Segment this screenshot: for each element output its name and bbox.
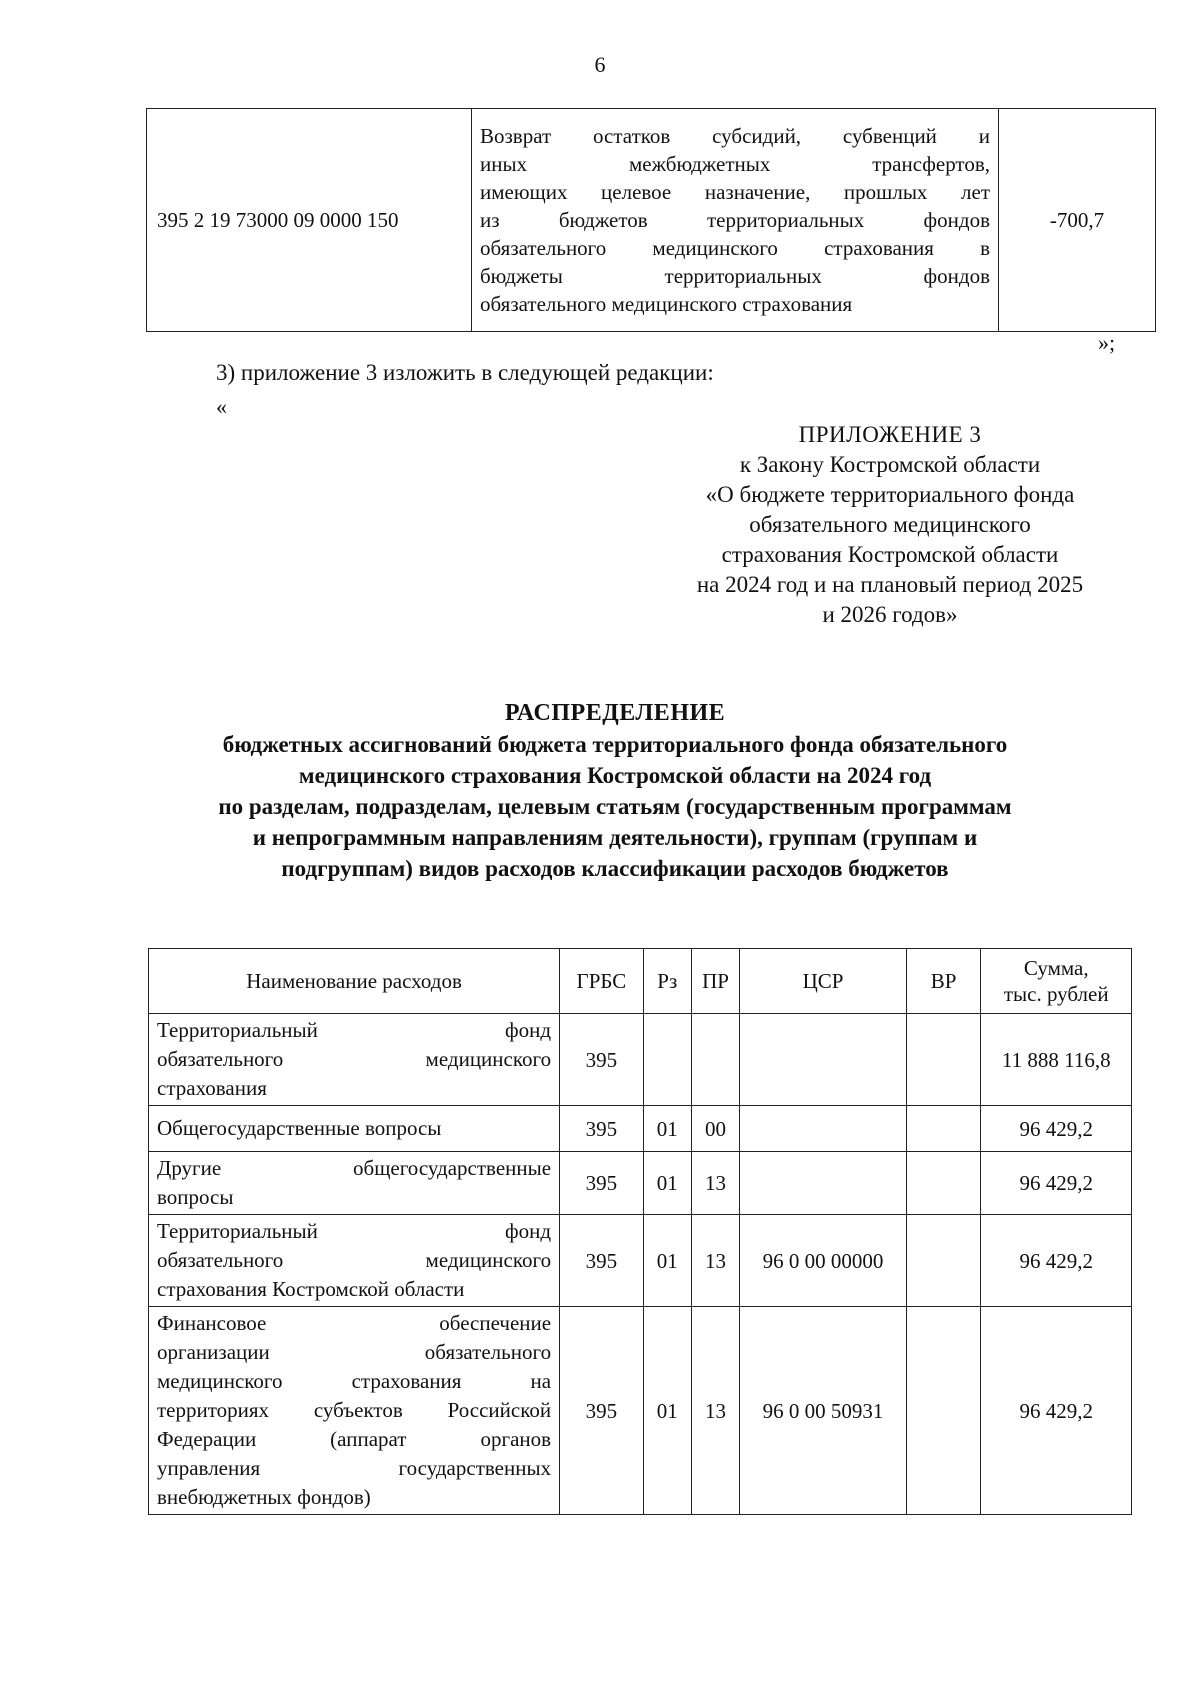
appendix-line: к Закону Костромской области bbox=[739, 452, 1041, 477]
rz-cell: 01 bbox=[643, 1307, 691, 1515]
name-line: внебюджетных фондов) bbox=[157, 1485, 371, 1509]
heading-line: подгруппам) видов расходов классификации расходов бюджетов bbox=[281, 856, 949, 881]
grbs-cell: 395 bbox=[560, 1152, 644, 1215]
grbs-cell: 395 bbox=[560, 1307, 644, 1515]
rz-cell: 01 bbox=[643, 1106, 691, 1152]
name-line: бюджеты территориальных фондов bbox=[480, 264, 990, 288]
table-row bbox=[147, 109, 1156, 332]
heading-line: по разделам, подразделам, целевым статьям (государственным программам bbox=[218, 794, 1012, 819]
sum-cell: 96 429,2 bbox=[981, 1152, 1132, 1215]
header-sum-line: тыс. рублей bbox=[1003, 982, 1109, 1006]
name-line: страхования Костромской области bbox=[157, 1277, 465, 1301]
pr-cell: 13 bbox=[691, 1215, 739, 1307]
name-line: Финансовое обеспечение bbox=[157, 1311, 552, 1335]
rz-cell: 01 bbox=[643, 1215, 691, 1307]
csr-cell bbox=[740, 1014, 906, 1106]
csr-cell bbox=[740, 1106, 906, 1152]
name-line: медицинского страхования на bbox=[157, 1369, 552, 1393]
header-sum bbox=[981, 949, 1132, 1014]
appendix-line: и 2026 годов» bbox=[822, 602, 958, 627]
income-name-cell bbox=[472, 109, 999, 332]
expense-name-cell bbox=[149, 1215, 560, 1307]
name-line: Другие общегосударственные bbox=[157, 1156, 552, 1180]
header-rz: Рз bbox=[643, 949, 691, 1014]
expense-name-cell bbox=[149, 1014, 560, 1106]
amendment-item-3: 3) приложение 3 изложить в следующей редакции: bbox=[216, 360, 714, 385]
appendix-line: «О бюджете территориального фонда bbox=[705, 482, 1075, 507]
pr-cell: 13 bbox=[691, 1307, 739, 1515]
name-line: управления государственных bbox=[157, 1456, 552, 1480]
name-line: обязательного медицинского страхования в bbox=[480, 236, 990, 260]
name-line: обязательного медицинского bbox=[157, 1248, 552, 1272]
sum-cell: 11 888 116,8 bbox=[981, 1014, 1132, 1106]
name-line: Федерации (аппарат органов bbox=[157, 1427, 552, 1451]
expense-name-cell bbox=[149, 1152, 560, 1215]
table-body bbox=[149, 1014, 1132, 1515]
appendix-line: обязательного медицинского bbox=[749, 512, 1031, 537]
csr-cell: 96 0 00 50931 bbox=[740, 1307, 906, 1515]
name-line: из бюджетов территориальных фондов bbox=[480, 208, 990, 232]
name-line: обязательного медицинского bbox=[157, 1047, 552, 1071]
appendix-block bbox=[630, 420, 1150, 630]
name-line: обязательного медицинского страхования bbox=[480, 292, 853, 316]
vr-cell bbox=[906, 1152, 981, 1215]
appendix-title: ПРИЛОЖЕНИЕ 3 bbox=[798, 422, 982, 447]
table-row bbox=[149, 1307, 1132, 1515]
name-line: Территориальный фонд bbox=[157, 1219, 552, 1243]
name-line: Общегосударственные вопросы bbox=[157, 1116, 442, 1140]
grbs-cell: 395 bbox=[560, 1215, 644, 1307]
header-name: Наименование расходов bbox=[149, 949, 560, 1014]
table-row bbox=[149, 1106, 1132, 1152]
vr-cell bbox=[906, 1307, 981, 1515]
expense-name-cell bbox=[149, 1106, 560, 1152]
table-row bbox=[149, 1215, 1132, 1307]
pr-cell bbox=[691, 1014, 739, 1106]
name-line: имеющих целевое назначение, прошлых лет bbox=[480, 180, 990, 204]
heading-line: бюджетных ассигнований бюджета территориального фонда обязательного bbox=[222, 732, 1008, 757]
heading-line: медицинского страхования Костромской области на 2024 год bbox=[298, 763, 932, 788]
header-csr: ЦСР bbox=[740, 949, 906, 1014]
csr-cell bbox=[740, 1152, 906, 1215]
name-line: организации обязательного bbox=[157, 1340, 552, 1364]
sum-cell: 96 429,2 bbox=[981, 1307, 1132, 1515]
sum-cell: 96 429,2 bbox=[981, 1106, 1132, 1152]
table-header-row bbox=[149, 949, 1132, 1014]
name-line: вопросы bbox=[157, 1185, 234, 1209]
name-line: территориях субъектов Российской bbox=[157, 1398, 552, 1422]
income-table bbox=[146, 108, 1156, 332]
name-line: страхования bbox=[157, 1076, 267, 1100]
name-line: иных межбюджетных трансфертов, bbox=[480, 152, 990, 176]
table-row bbox=[149, 1014, 1132, 1106]
page-number: 6 bbox=[594, 52, 606, 77]
vr-cell bbox=[906, 1014, 981, 1106]
pr-cell: 00 bbox=[691, 1106, 739, 1152]
rz-cell: 01 bbox=[643, 1152, 691, 1215]
csr-cell: 96 0 00 00000 bbox=[740, 1215, 906, 1307]
sum-cell: -700,7 bbox=[999, 109, 1156, 332]
vr-cell bbox=[906, 1215, 981, 1307]
table-row bbox=[149, 1152, 1132, 1215]
vr-cell bbox=[906, 1106, 981, 1152]
name-line: Территориальный фонд bbox=[157, 1018, 552, 1042]
expense-name-cell bbox=[149, 1307, 560, 1515]
header-pr: ПР bbox=[691, 949, 739, 1014]
header-vr: ВР bbox=[906, 949, 981, 1014]
header-sum-line: Сумма, bbox=[1023, 956, 1089, 980]
pr-cell: 13 bbox=[691, 1152, 739, 1215]
rz-cell bbox=[643, 1014, 691, 1106]
closing-quote: »; bbox=[1098, 330, 1116, 355]
appendix-line: на 2024 год и на плановый период 2025 bbox=[696, 572, 1084, 597]
grbs-cell: 395 bbox=[560, 1014, 644, 1106]
budget-code-cell: 395 2 19 73000 09 0000 150 bbox=[147, 109, 472, 332]
appendix-line: страхования Костромской области bbox=[721, 542, 1059, 567]
heading-title: РАСПРЕДЕЛЕНИЕ bbox=[504, 700, 726, 726]
header-grbs: ГРБС bbox=[560, 949, 644, 1014]
opening-quote: « bbox=[216, 394, 227, 419]
name-line: Возврат остатков субсидий, субвенций и bbox=[480, 124, 990, 148]
grbs-cell: 395 bbox=[560, 1106, 644, 1152]
allocation-table bbox=[148, 948, 1132, 1515]
sum-cell: 96 429,2 bbox=[981, 1215, 1132, 1307]
heading-line: и непрограммным направлениям деятельности), группам (группам и bbox=[252, 825, 978, 850]
document-heading bbox=[120, 698, 1110, 884]
